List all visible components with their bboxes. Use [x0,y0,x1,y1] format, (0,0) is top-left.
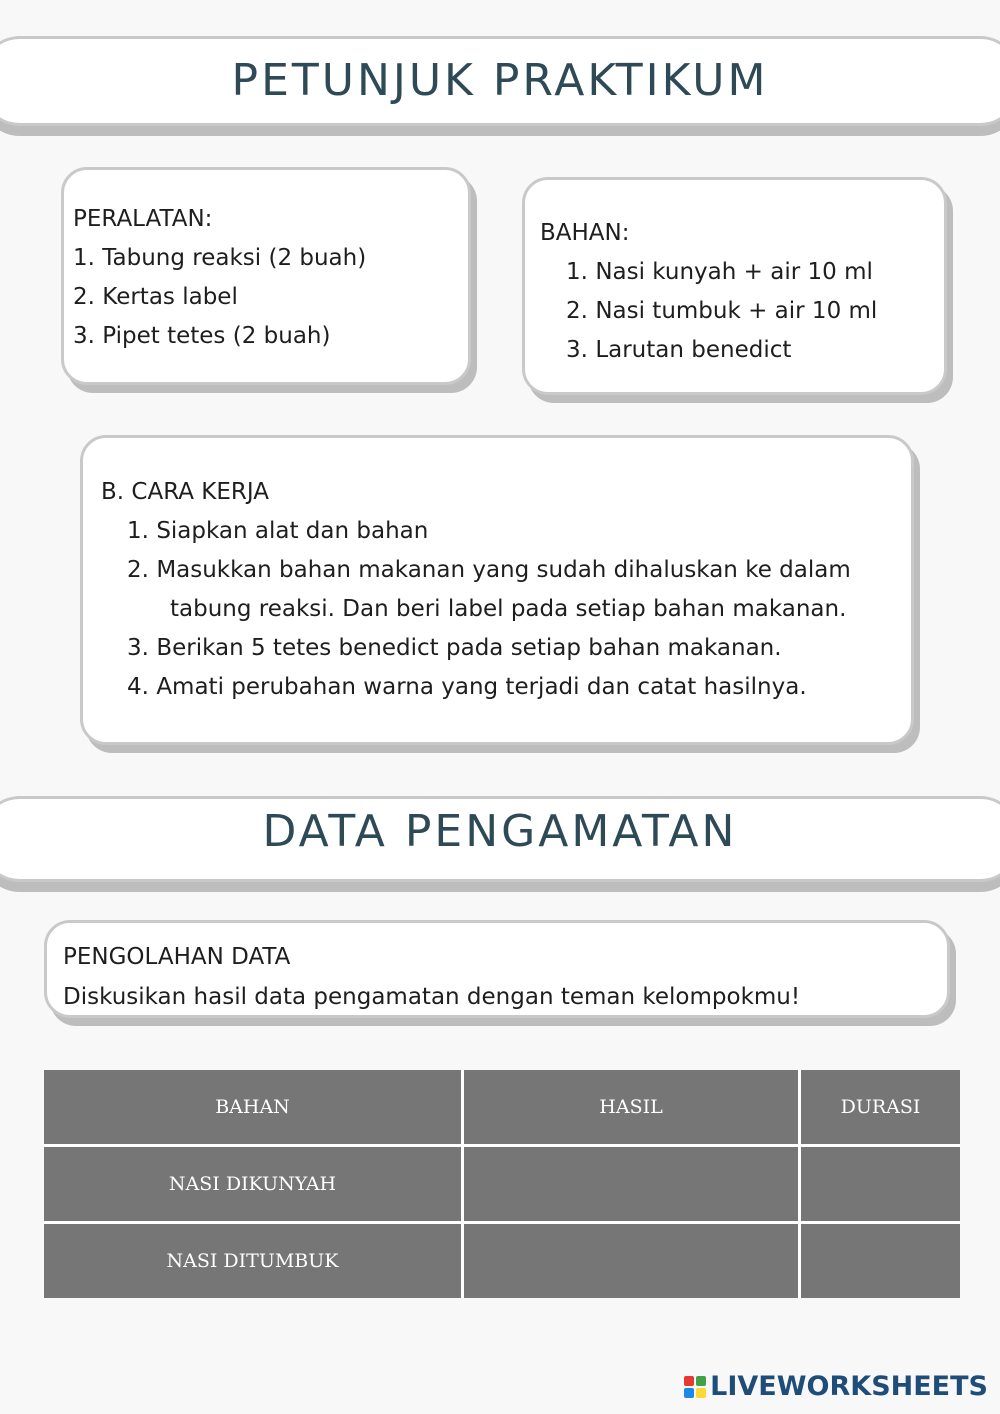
step-number: 2. [127,557,149,583]
pengolahan-card [44,920,950,1018]
list-item [121,629,911,668]
item-number: 3. [566,337,588,363]
step-text: Masukkan bahan makanan yang sudah dihaluskan ke dalam [156,557,851,583]
peralatan-heading: PERALATAN: [73,206,213,232]
cell-durasi[interactable] [801,1224,960,1298]
step-text: Siapkan alat dan bahan [156,518,429,544]
cell-hasil[interactable] [464,1147,801,1224]
list-item [121,512,911,551]
cell-durasi[interactable] [801,1147,960,1224]
logo-square-red [684,1376,694,1386]
pengolahan-text: Diskusikan hasil data pengamatan dengan teman kelompokmu! [63,984,801,1010]
cell-hasil[interactable] [464,1224,801,1298]
section-title: DATA PENGAMATAN [262,806,738,857]
header-banner-data [0,796,1000,882]
header-hasil: HASIL [464,1070,801,1147]
item-text: Nasi tumbuk + air 10 ml [595,298,878,324]
list-item [562,253,944,292]
logo-text: LIVEWORKSHEETS [710,1371,988,1402]
step-text: tabung reaksi. Dan beri label pada setiap bahan makanan. [170,596,847,622]
item-number: 2. [566,298,588,324]
header-durasi: DURASI [801,1070,960,1147]
list-item [73,278,468,317]
logo-square-green [696,1376,706,1386]
item-number: 1. [566,259,588,285]
page-title: PETUNJUK PRAKTIKUM [231,55,769,106]
list-item [562,292,944,331]
peralatan-list [73,239,468,356]
header-bahan: BAHAN [44,1070,464,1147]
step-number: 4. [127,674,149,700]
table-header-row [44,1070,960,1147]
list-item-continued [121,590,911,629]
cara-kerja-heading: B. CARA KERJA [101,479,269,505]
bahan-list [540,253,944,370]
logo-square-yellow [696,1388,706,1398]
liveworksheets-logo [684,1371,988,1402]
list-item [73,239,468,278]
logo-icon [684,1376,706,1398]
step-text: Berikan 5 tetes benedict pada setiap bahan makanan. [156,635,782,661]
bahan-card [522,177,947,395]
list-item [73,317,468,356]
pengolahan-heading: PENGOLAHAN DATA [63,944,291,970]
item-text: Kertas label [102,284,238,310]
table-row [44,1224,960,1298]
list-item [121,551,911,590]
table-row [44,1147,960,1224]
header-banner-petunjuk [0,36,1000,126]
item-number: 3. [73,323,95,349]
step-number: 3. [127,635,149,661]
logo-square-blue [684,1388,694,1398]
item-number: 2. [73,284,95,310]
list-item [562,331,944,370]
cara-kerja-list [101,512,911,707]
cell-bahan: NASI DITUMBUK [44,1224,464,1298]
item-text: Pipet tetes (2 buah) [102,323,331,349]
cara-kerja-card [80,435,914,745]
item-text: Tabung reaksi (2 buah) [102,245,367,271]
item-number: 1. [73,245,95,271]
step-number: 1. [127,518,149,544]
list-item [121,668,911,707]
step-text: Amati perubahan warna yang terjadi dan catat hasilnya. [156,674,807,700]
item-text: Larutan benedict [595,337,792,363]
item-text: Nasi kunyah + air 10 ml [595,259,873,285]
cell-bahan: NASI DIKUNYAH [44,1147,464,1224]
peralatan-card [61,167,471,385]
bahan-heading: BAHAN: [540,220,630,246]
observation-table [44,1070,960,1298]
